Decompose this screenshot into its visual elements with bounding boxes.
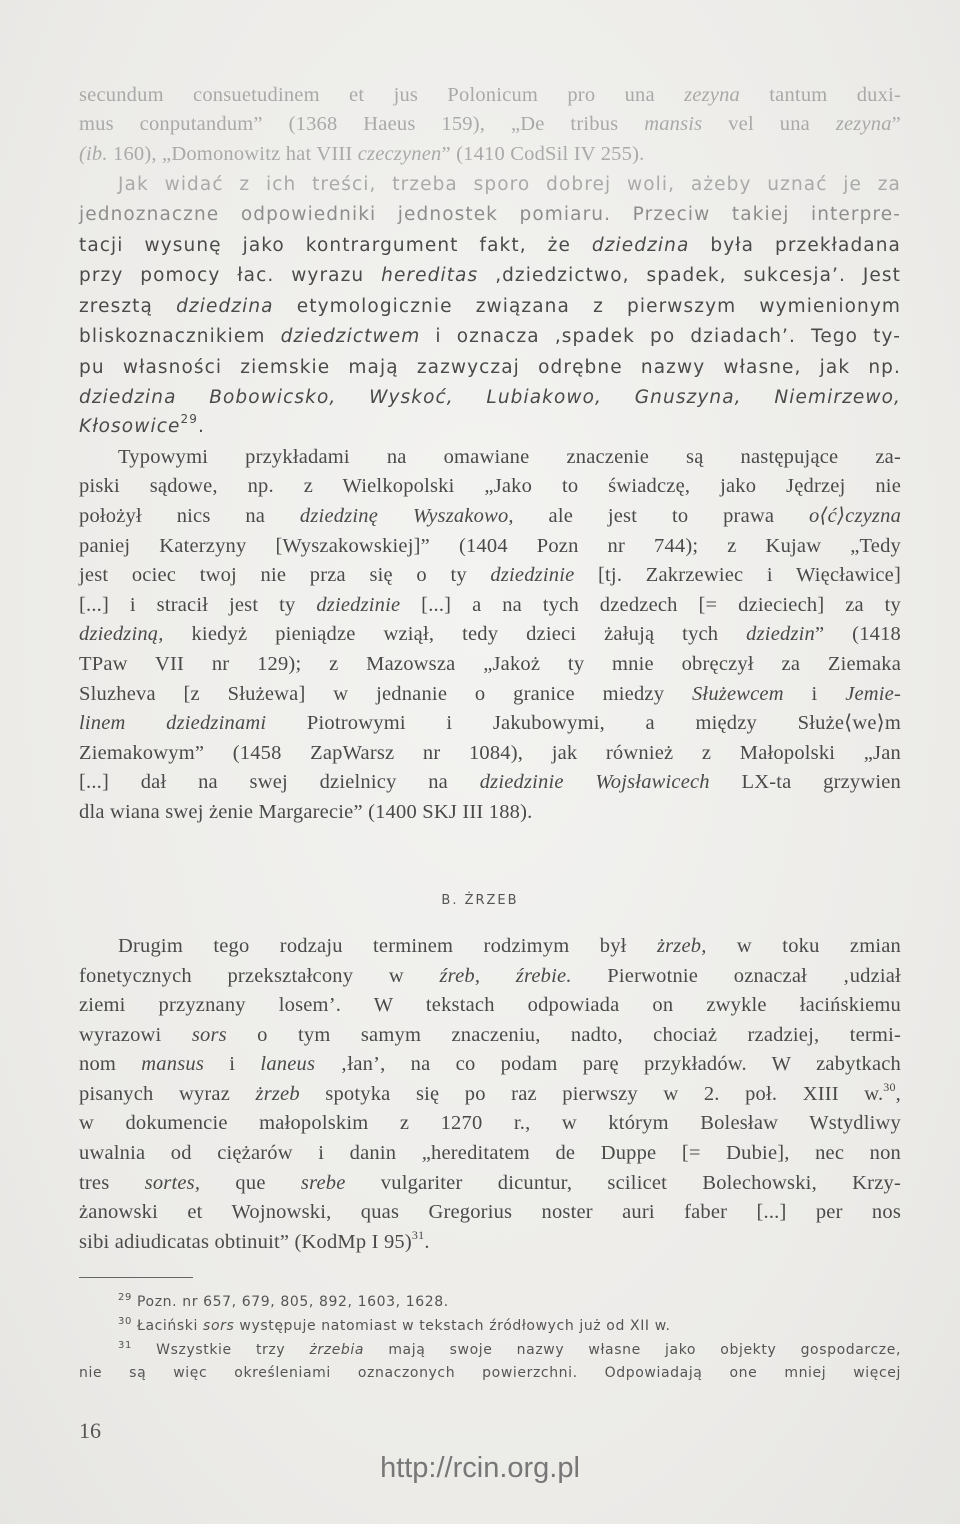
text-line-14: piski sądowe, np. z Wielkopolski „Jako to świadczę, jako Jędrzej nie [79,475,901,497]
text-line-22: linem dziedzinami Piotrowymi i Jakubowymi, a między Służe⟨we⟩m [79,712,902,734]
text-line-21: Sluzheva [z Służewa] w jednanie o granice miedzy Służewcem i Jemie- [79,683,902,705]
section-line-8: uwalnia od ciężarów i danin „hereditatem de Duppe [= Dubie], nec non [79,1142,901,1164]
text-line-7: przy pomocy łac. wyrazu hereditas ‚dziedzictwo, spadek, sukcesja’. Jest [79,265,901,286]
text-line-6: tacji wysunę jako kontrargument fakt, że dziedzina była przekładana [79,235,901,256]
text-line-2: mus conputandum” (1368 Haeus 159), „De tribus mansis vel una zezyna” [79,113,901,135]
section-line-11: sibi adiudicatas obtinuit” (KodMp I 95)$^{31}$. [79,1228,430,1253]
text-line-13: Typowymi przykładami na omawiane znaczenie są następujące za- [118,446,901,468]
text-line-24: [...] dał na swej dzielnicy na dziedzinie Wojsławicech LX-ta grzywien [79,771,901,793]
text-line-11: dziedzina Bobowicsko, Wyskoć, Lubiakowo, Gnuszyna, Niemirzewo, [79,387,901,408]
text-line-23: Ziemakowym” (1458 ZapWarsz nr 1084), jak również z Małopolski „Jan [79,742,901,764]
text-line-17: jest ociec twoj nie prza się o ty dziedzinie [tj. Zakrzewiec i Więcławice] [79,564,901,586]
section-line-5: nom mansus i laneus ‚łan’, na co podam parę przykładów. W zabytkach [79,1053,901,1075]
footnote-31-continued: nie są więc określeniami oznaczonych powierzchni. Odpowiadają one mniej więcej [79,1365,901,1381]
text-line-10: pu własności ziemskie mają zazwyczaj odrębne nazwy własne, jak np. [79,357,901,378]
footnote-29: $^{29}$ Pozn. nr 657, 679, 805, 892, 1603, 1628. [118,1292,449,1310]
section-line-7: w dokumencie małopolskim z 1270 r., w którym Bolesław Wstydliwy [79,1112,901,1134]
text-line-25: dla wiana swej żenie Margarecie” (1400 SKJ III 188). [79,801,533,823]
section-line-2: fonetycznych przekształcony w źreb, źrebie. Pierwotnie oznaczał ‚udział [79,965,901,987]
text-line-4: Jak widać z ich treści, trzeba sporo dobrej woli, ażeby uznać je za [118,174,901,195]
footnote-30: $^{30}$ Łaciński sors występuje natomiast w tekstach źródłowych już od XII w. [118,1316,671,1334]
text-line-16: paniej Katerzyny [Wyszakowskiej]” (1404 Pozn nr 744); z Kujaw „Tedy [79,535,901,557]
section-line-9: tres sortes, que srebe vulgariter dicuntur, scilicet Bolechowski, Krzy- [79,1172,901,1194]
footnote-31: $^{31}$ Wszystkie trzy żrzebia mają swoje nazwy własne jako objekty gospodarcze, [118,1340,901,1358]
source-url: http://rcin.org.pl [380,1452,580,1484]
text-line-18: [...] i stracił jest ty dziedzinie [...] a na tych dzedzech [= dzieciech] za ty [79,594,902,616]
text-line-15: położył nics na dziedzinę Wyszakowo, ale jest to prawa o⟨ć⟩czyzna [79,505,902,527]
text-line-3: (ib. 160), „Domonowitz hat VIII czeczynen” (1410 CodSil IV 255). [79,143,645,165]
text-line-5: jednoznaczne odpowiedniki jednostek pomiaru. Przeciw takiej interpre- [79,204,901,225]
text-line-1: secundum consuetudinem et jus Polonicum pro una zezyna tantum duxi- [79,84,902,106]
footnote-rule [79,1277,193,1278]
text-line-9: bliskoznacznikiem dziedzictwem i oznacza ‚spadek po dziadach’. Tego ty- [79,326,901,347]
text-line-12: Kłosowice$^{29}$. [79,412,205,437]
section-line-6: pisanych wyraz żrzeb spotyka się po raz pierwszy w 2. poł. XIII w.$^{30}$, [79,1080,901,1105]
section-heading: B. ŻRZEB [441,893,519,908]
text-line-20: TPaw VII nr 129); z Mazowsza „Jakoż ty mnie obręczył za Ziemaka [79,653,901,675]
section-line-3: ziemi przyznany losem’. W tekstach odpowiada on zwykle łacińskiemu [79,994,901,1016]
section-line-1: Drugim tego rodzaju terminem rodzimym był żrzeb, w toku zmian [118,935,901,957]
page-number: 16 [79,1418,101,1443]
section-line-10: żanowski et Wojnowski, quas Gregorius noster auri faber [...] per nos [79,1201,901,1223]
text-line-8: zresztą dziedzina etymologicznie związana z pierwszym wymienionym [79,296,901,317]
text-line-19: dziedziną, kiedyż pieniądze wziął, tedy dzieci żałują tych dziedzin” (1418 [79,623,901,645]
section-line-4: wyrazowi sors o tym samym znaczeniu, nadto, chociaż rzadziej, termi- [79,1024,901,1046]
